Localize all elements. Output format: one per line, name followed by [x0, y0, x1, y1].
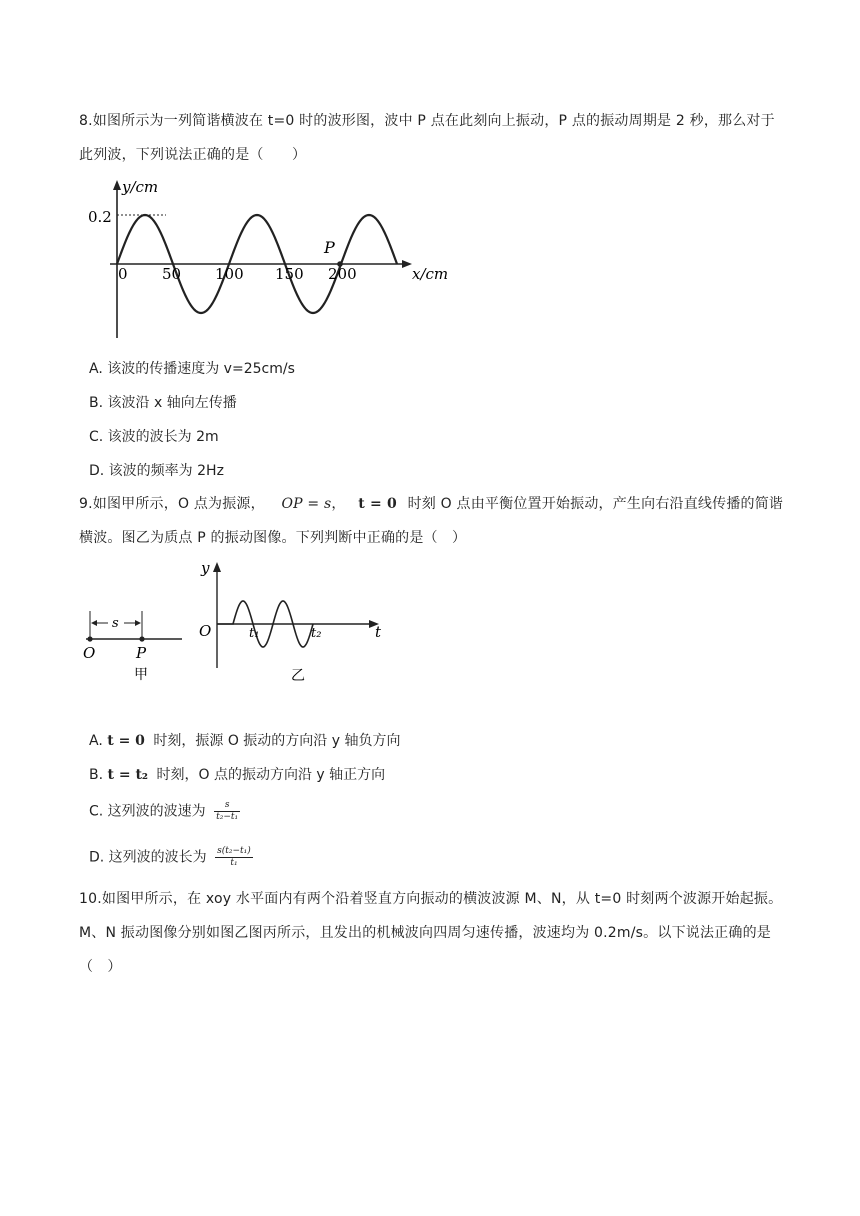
q9-stem-sep: ，	[331, 496, 346, 512]
y-label: y	[201, 559, 210, 577]
x-tick-200: 200	[328, 265, 357, 283]
q9-option-c: C. 这列波的波速为 $\frac{s}{\text{t₂−t₁}}$	[89, 800, 239, 822]
q8-option-d: D. 该波的频率为 2Hz	[89, 463, 224, 479]
math-t-t2: t = t₂	[107, 767, 149, 783]
origin-o-label: O	[199, 622, 212, 640]
question-9-stem	[79, 487, 789, 555]
wave-graph-q8	[88, 178, 460, 343]
s-label: s	[112, 616, 119, 631]
q9-stem-a: 9.如图甲所示，O 点为振源，	[79, 496, 265, 512]
figure-yi	[195, 558, 395, 690]
t-axis-label: t	[375, 623, 382, 641]
q9-option-b: B. t = t₂ 时刻，O 点的振动方向沿 y 轴正方向	[89, 767, 386, 783]
q9-option-a: A. t = 0 时刻，振源 O 振动的方向沿 y 轴负方向	[89, 733, 401, 749]
fraction-wavelength: $\frac{\text{s(t₂−t₁)}}{\text{t₁}}$	[217, 846, 251, 868]
q9-option-d: D. 这列波的波长为 $\frac{\text{s(t₂−t₁)}}{\text{t₁}}$	[89, 846, 251, 868]
q8-option-b: B. 该波沿 x 轴向左传播	[89, 395, 237, 411]
x-tick-100: 100	[215, 265, 244, 283]
q8-option-a: A. 该波的传播速度为 v=25cm/s	[89, 361, 295, 377]
point-p-marker	[139, 636, 144, 641]
caption-jia: 甲	[134, 667, 148, 683]
o-label: O	[83, 644, 96, 662]
x-tick-50: 50	[162, 265, 182, 283]
y-tick-label: 0.2	[88, 208, 112, 226]
y-axis-label: y/cm	[122, 178, 159, 196]
q9-math-t0: t = 0	[358, 496, 397, 512]
t1-label: t₁	[249, 626, 260, 641]
q9-math-op-s: OP = s	[281, 496, 332, 512]
q8-option-c: C. 该波的波长为 2m	[89, 429, 219, 445]
fraction-speed: $\frac{s}{\text{t₂−t₁}}$	[216, 800, 239, 822]
x-axis-label: x/cm	[412, 265, 449, 283]
origin-label: 0	[118, 265, 128, 283]
p-label: P	[136, 644, 147, 662]
point-p-label: P	[324, 238, 335, 257]
x-tick-150: 150	[275, 265, 304, 283]
t2-label: t₂	[311, 626, 322, 641]
point-o-marker	[87, 636, 92, 641]
q9-stem-b: 时刻 O 点由平衡位置开始振动，产生向右沿直线传播的简谐横波。图乙为质点 P 的振动图像。下列判断中正确的是（ ）	[79, 496, 784, 546]
question-10-stem: 10.如图甲所示，在 xoy 水平面内有两个沿着竖直方向振动的横波波源 M、N，从 t=0 时刻两个波源开始起振。M、N 振动图像分别如图乙图丙所示，且发出的机械波向四周匀速传播，波速均为 0.2m/s。以下说法正确的是（ ）	[79, 891, 783, 975]
math-t0: t = 0	[107, 733, 145, 749]
caption-yi: 乙	[291, 668, 305, 684]
question-8-stem: 8.如图所示为一列简谐横波在 t=0 时的波形图，波中 P 点在此刻向上振动，P 点的振动周期是 2 秒，那么对于此列波，下列说法正确的是（ ）	[79, 113, 775, 163]
figure-jia	[80, 605, 190, 685]
